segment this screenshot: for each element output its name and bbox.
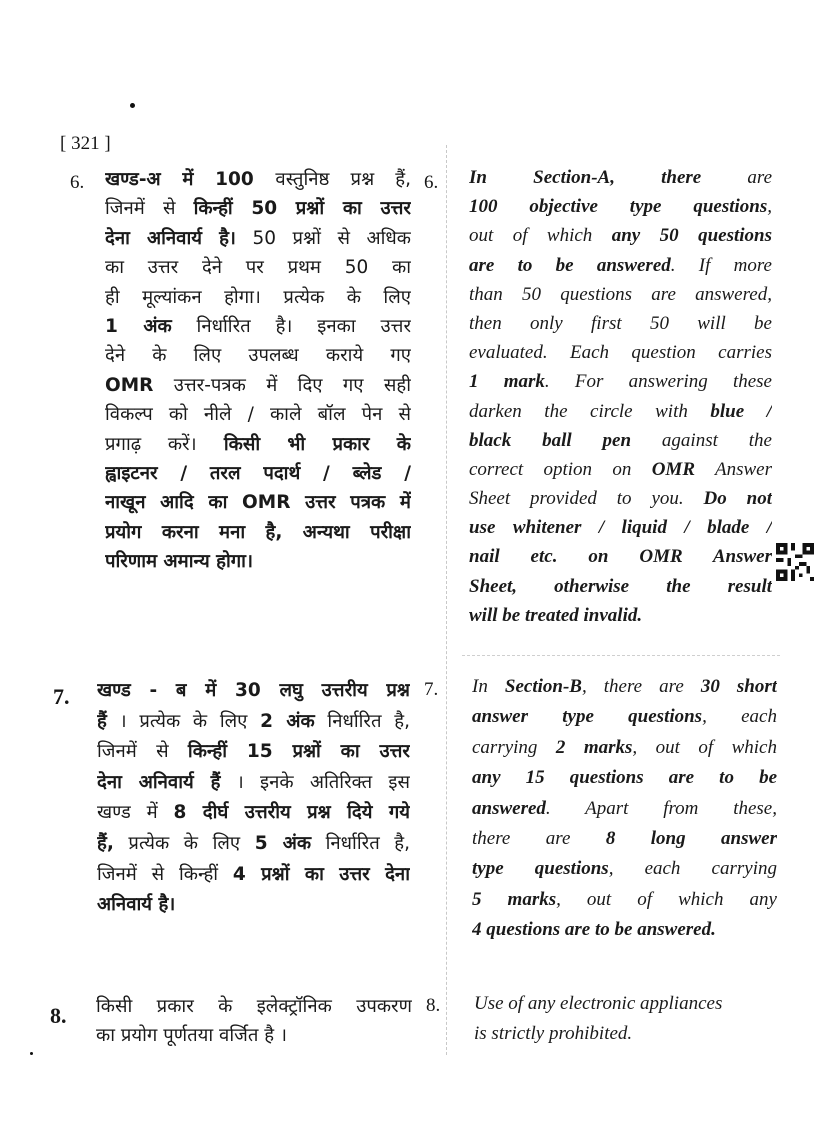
text-line: [472, 854, 777, 884]
text-line: [472, 915, 777, 945]
text-span: विकल्प को नीले / काले बॉल पेन से: [105, 404, 411, 426]
text-span: जिनमें से: [105, 198, 194, 220]
text-span: is strictly prohibited.: [474, 1023, 633, 1044]
text-line: [105, 194, 411, 223]
text-line: [105, 400, 411, 429]
text-line: [472, 672, 777, 702]
bold-text: ह्वाइटनर / तरल पदार्थ / ब्लेड /: [105, 462, 411, 484]
bold-text: there: [661, 167, 702, 188]
bold-text: 1 अंक: [105, 315, 172, 337]
text-span: . If more: [670, 254, 772, 276]
print-dot: [30, 1052, 33, 1055]
text-span: evaluated. Each question carries: [469, 342, 772, 364]
bold-text: Section-A,: [486, 167, 662, 188]
bold-text: Sheet, otherwise the result: [469, 575, 772, 597]
text-span: प्रगाढ़ करें।: [105, 433, 197, 455]
bold-text: अनिवार्य है।: [97, 894, 176, 916]
text-line: [469, 221, 772, 250]
text-span: प्रत्येक के लिए: [113, 832, 255, 854]
item-number-english: 6.: [424, 172, 439, 193]
item-number-hindi: 7.: [53, 684, 70, 709]
text-line: [105, 224, 411, 253]
text-span: निर्धारित है,: [311, 832, 410, 854]
text-line: [469, 367, 772, 396]
text-span: देने के लिए उपलब्ध कराये गए: [105, 345, 411, 367]
text-line: [105, 430, 411, 459]
text-span: carrying: [472, 736, 556, 758]
bold-text: 4 प्रश्नों का उत्तर देना: [232, 863, 410, 885]
text-line: [105, 341, 411, 370]
text-span: Answer: [695, 458, 772, 480]
text-span: का प्रयोग पूर्णतया वर्जित है ।: [96, 1025, 288, 1046]
text-line: [472, 794, 777, 824]
text-span: . For answering these: [544, 371, 772, 393]
bold-text: Do not: [703, 488, 772, 510]
item-number-english: 8.: [426, 995, 441, 1016]
text-span: Use of any electronic appliances: [474, 993, 723, 1014]
bold-text: are to be answered: [469, 254, 671, 276]
bold-text: will be treated invalid.: [469, 604, 643, 626]
text-line: [105, 312, 411, 341]
text-span: का उत्तर देने पर प्रथम 50 का: [105, 257, 411, 279]
instruction-english: [474, 989, 784, 1049]
text-line: [469, 309, 772, 338]
page-number: [ 321 ]: [60, 133, 111, 154]
instruction-english: [472, 672, 777, 946]
bold-text: प्रयोग करना मना है, अन्यथा परीक्षा: [105, 521, 411, 543]
print-dot: [130, 103, 135, 108]
instruction-hindi: [97, 676, 410, 921]
bold-text: any 15 questions are to be: [472, 767, 777, 789]
text-span: निर्धारित है,: [314, 710, 410, 732]
bold-text: Section-B: [504, 676, 582, 697]
text-span: । इनके अतिरिक्त इस: [220, 771, 410, 793]
item-number-hindi: 6.: [70, 172, 85, 193]
text-line: [105, 488, 411, 517]
bold-text: black ball pen: [469, 429, 632, 451]
bold-text: 1 mark: [469, 371, 545, 393]
text-span: correct option on: [469, 458, 652, 480]
text-line: [469, 601, 772, 630]
bold-text: देना अनिवार्य हैं: [97, 771, 221, 793]
text-span: , each carrying: [608, 858, 777, 880]
text-span: ही मूल्यांकन होगा। प्रत्येक के लिए: [105, 286, 411, 308]
bold-text: खण्ड - ब में 30 लघु उत्तरीय प्रश्न: [97, 680, 410, 701]
text-line: [474, 989, 784, 1019]
text-line: [105, 547, 411, 576]
text-line: [105, 253, 411, 282]
text-line: [469, 397, 772, 426]
text-line: [96, 992, 412, 1021]
bold-text: किन्हीं 50 प्रश्नों का उत्तर: [193, 198, 411, 220]
text-line: [105, 459, 411, 488]
text-line: [105, 283, 411, 312]
bold-text: 100 objective type questions: [469, 196, 768, 218]
text-line: [469, 455, 772, 484]
text-span: , out of which: [632, 736, 777, 758]
text-line: [469, 163, 772, 192]
bold-text: 5 marks: [472, 888, 557, 910]
text-span: then only first 50 will be: [469, 312, 772, 334]
bold-text: नाखून आदि का OMR उत्तर पत्रक में: [105, 492, 411, 514]
text-line: [472, 733, 777, 763]
text-span: किसी प्रकार के इलेक्ट्रॉनिक उपकरण: [96, 996, 412, 1017]
text-line: [97, 890, 410, 921]
text-line: [97, 676, 410, 707]
qr-code-icon: [776, 543, 814, 581]
text-span: out of which: [469, 225, 612, 247]
text-span: । प्रत्येक के लिए: [106, 710, 261, 732]
bold-text: खण्ड-अ में 100: [105, 169, 276, 190]
text-line: [469, 280, 772, 309]
bold-text: type questions: [472, 858, 609, 880]
text-line: [474, 1019, 784, 1049]
text-line: [105, 165, 411, 194]
section-divider: [462, 655, 780, 656]
instruction-english: [469, 163, 772, 630]
bold-text: nail etc. on OMR Answer: [469, 546, 772, 568]
text-line: [472, 763, 777, 793]
text-line: [472, 885, 777, 915]
item-number-english: 7.: [424, 679, 439, 700]
text-line: [97, 768, 410, 799]
bold-text: 8 दीर्घ उत्तरीय प्रश्न दिये गये: [173, 802, 410, 824]
bold-text: परिणाम अमान्य होगा।: [105, 551, 253, 573]
bold-text: किसी भी प्रकार के: [196, 433, 411, 455]
text-line: [469, 192, 772, 221]
text-line: [105, 371, 411, 400]
bold-text: 8 long answer: [605, 827, 777, 849]
text-line: [97, 707, 410, 738]
text-line: [469, 426, 772, 455]
bold-text: OMR: [651, 458, 695, 480]
bold-text: use whitener / liquid / blade /: [469, 517, 772, 539]
text-line: [97, 829, 410, 860]
bold-text: 2 marks: [555, 736, 633, 758]
text-span: जिनमें से किन्हीं: [97, 863, 233, 885]
bold-text: हैं: [97, 710, 107, 732]
text-span: In: [472, 676, 505, 697]
text-span: जिनमें से: [97, 741, 188, 763]
text-span: than 50 questions are answered,: [469, 283, 772, 305]
bold-text: In: [469, 167, 487, 188]
bold-text: answered: [472, 797, 546, 819]
text-line: [469, 513, 772, 542]
text-line: [469, 251, 772, 280]
text-line: [472, 824, 777, 854]
text-span: , out of which any: [556, 888, 777, 910]
text-line: [97, 798, 410, 829]
text-line: [472, 702, 777, 732]
instruction-hindi: [105, 165, 411, 576]
text-line: [469, 542, 772, 571]
text-line: [96, 1021, 412, 1050]
text-span: there are: [472, 827, 606, 849]
text-span: darken the circle with: [469, 400, 711, 422]
text-span: खण्ड में: [97, 802, 174, 824]
bold-text: देना अनिवार्य है।: [105, 227, 236, 249]
text-line: [97, 737, 410, 768]
bold-text: किन्हीं 15 प्रश्नों का उत्तर: [187, 741, 410, 763]
text-span: , there are: [581, 676, 701, 697]
text-span: 50 प्रश्नों से अधिक: [235, 227, 411, 249]
bold-text: any 50 questions: [611, 225, 772, 247]
bold-text: 4 questions are to be answered.: [472, 919, 716, 941]
text-line: [105, 518, 411, 547]
bold-text: OMR: [105, 374, 154, 396]
text-span: ,: [767, 196, 772, 218]
bold-text: 30 short: [700, 676, 777, 697]
text-line: [469, 484, 772, 513]
bold-text: answer type questions: [472, 706, 703, 728]
bold-text: 5 अंक: [254, 832, 312, 854]
bold-text: 2 अंक: [260, 710, 315, 732]
text-span: , each: [702, 706, 777, 728]
instruction-hindi: [96, 992, 412, 1050]
column-divider: [446, 145, 447, 1055]
text-span: वस्तुनिष्ठ प्रश्न हैं,: [275, 169, 411, 190]
text-span: उत्तर-पत्रक में दिए गए सही: [153, 374, 411, 396]
text-line: [469, 338, 772, 367]
item-number-hindi: 8.: [50, 1003, 67, 1028]
bold-text: हैं,: [97, 832, 114, 854]
text-span: निर्धारित है। इनका उत्तर: [171, 315, 411, 337]
text-span: Sheet provided to you.: [469, 488, 704, 510]
text-span: against the: [631, 429, 772, 451]
bold-text: blue /: [710, 400, 772, 422]
text-span: . Apart from these,: [545, 797, 777, 819]
text-span: are: [701, 167, 772, 188]
text-line: [97, 860, 410, 891]
text-line: [469, 572, 772, 601]
